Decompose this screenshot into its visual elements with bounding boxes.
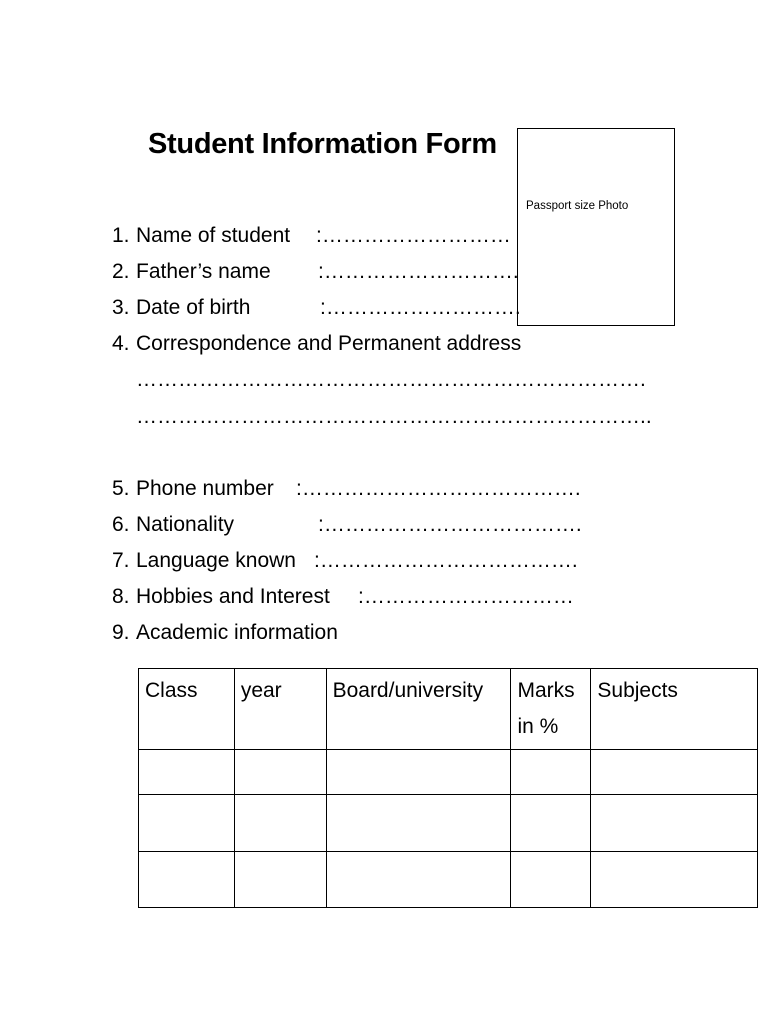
header-board: Board/university [326, 669, 511, 750]
photo-label: Passport size Photo [526, 200, 629, 212]
table-cell[interactable] [326, 795, 511, 852]
page-title: Student Information Form [148, 128, 497, 160]
header-class: Class [139, 669, 235, 750]
field-blank[interactable]: :………………………… [358, 585, 574, 608]
field-number: 8. [112, 585, 130, 608]
table-cell[interactable] [326, 852, 511, 908]
field-label: Name of student [136, 224, 291, 247]
table-row [139, 795, 758, 852]
field-number: 7. [112, 549, 130, 572]
field-label: Date of birth [136, 296, 251, 319]
field-label: Phone number [136, 477, 274, 500]
table-row [139, 852, 758, 908]
field-blank[interactable]: :…………………………………. [296, 477, 581, 500]
table-cell[interactable] [511, 750, 591, 795]
field-number: 6. [112, 513, 130, 536]
table-cell[interactable] [234, 795, 326, 852]
field-number: 1. [112, 224, 130, 247]
field-address [112, 331, 521, 357]
table-cell[interactable] [591, 795, 758, 852]
field-label: Language known [136, 549, 296, 572]
field-phone-number [112, 476, 581, 502]
field-date-of-birth [112, 295, 521, 321]
academic-table [138, 668, 758, 908]
field-blank[interactable]: :……………………… [316, 224, 511, 247]
table-header-row [139, 669, 758, 750]
field-name-of-student [112, 223, 511, 249]
field-number: 9. [112, 621, 130, 644]
table-row [139, 750, 758, 795]
field-language-known [112, 548, 578, 574]
field-blank[interactable]: :………………………. [318, 260, 519, 283]
table-cell[interactable] [139, 852, 235, 908]
photo-box [517, 128, 675, 326]
field-label: Hobbies and Interest [136, 585, 330, 608]
table-cell[interactable] [326, 750, 511, 795]
table-cell[interactable] [511, 795, 591, 852]
field-number: 3. [112, 296, 130, 319]
field-label: Father’s name [136, 260, 271, 283]
address-line-2[interactable]: ……………………………………………………………….. [136, 405, 652, 428]
header-marks: Marks in % [511, 669, 591, 750]
field-number: 2. [112, 260, 130, 283]
field-number: 5. [112, 477, 130, 500]
header-year: year [234, 669, 326, 750]
table-cell[interactable] [591, 750, 758, 795]
field-label: Nationality [136, 513, 235, 536]
field-hobbies [112, 584, 574, 610]
table-cell[interactable] [234, 852, 326, 908]
field-blank[interactable]: :………………………. [320, 296, 521, 319]
table-cell[interactable] [591, 852, 758, 908]
table-cell[interactable] [139, 750, 235, 795]
table-cell[interactable] [139, 795, 235, 852]
field-blank[interactable]: :………………………………. [314, 549, 578, 572]
header-subjects: Subjects [591, 669, 758, 750]
field-label: Correspondence and Permanent address [136, 332, 522, 355]
field-academic-info [112, 620, 338, 646]
table-cell[interactable] [511, 852, 591, 908]
field-nationality [112, 512, 582, 538]
field-fathers-name [112, 259, 519, 285]
field-blank[interactable]: :………………………………. [318, 513, 582, 536]
field-label: Academic information [136, 621, 338, 644]
field-number: 4. [112, 332, 130, 355]
address-line-1[interactable]: ………………………………………………………………. [136, 368, 646, 391]
table-cell[interactable] [234, 750, 326, 795]
